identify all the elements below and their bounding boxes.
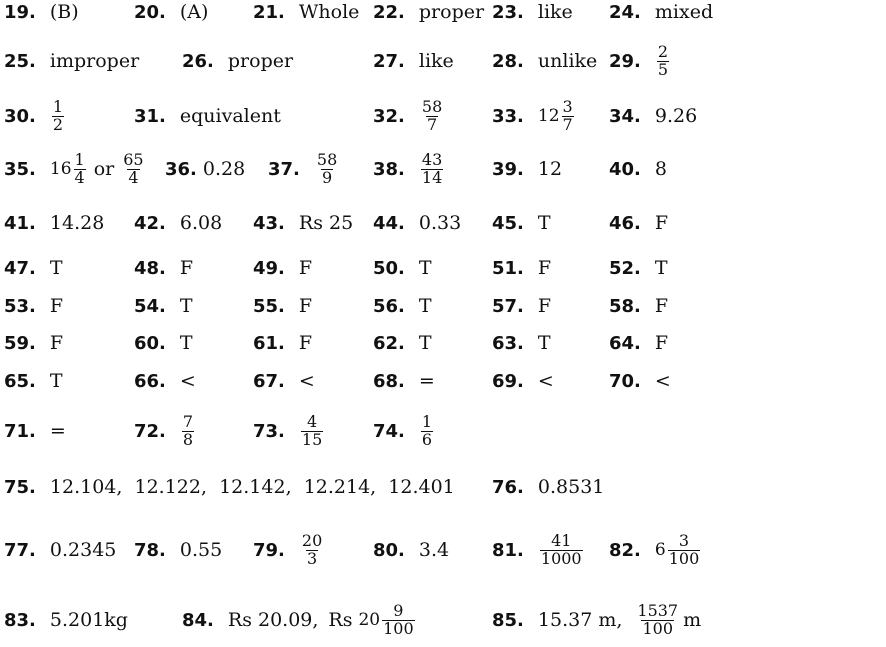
question-number: 69.	[492, 370, 524, 392]
question-number: 67.	[253, 370, 285, 392]
answer-text: T	[654, 257, 668, 279]
fraction	[540, 530, 583, 568]
denominator: 4	[128, 167, 139, 187]
answer-text: 0.2345	[49, 539, 117, 561]
question-number: 33.	[492, 105, 524, 127]
question-number: 35.	[4, 158, 36, 180]
numerator: 4	[306, 411, 318, 431]
answer-text: F	[654, 212, 669, 234]
unit-label: m	[683, 609, 702, 631]
numerator: 20	[301, 530, 323, 550]
question-number: 50.	[373, 257, 405, 279]
answer-text: F	[298, 332, 313, 354]
answer-text: like	[537, 1, 573, 23]
question-number: 53.	[4, 295, 36, 317]
mixed-number	[654, 530, 702, 568]
question-number: 34.	[609, 105, 641, 127]
denominator: 6	[421, 429, 433, 449]
answer-text: T	[418, 295, 432, 317]
question-number: 81.	[492, 539, 524, 561]
whole-part: 6	[654, 540, 666, 560]
denominator: 5	[657, 59, 669, 79]
question-number: 79.	[253, 539, 285, 561]
answer-text: F	[654, 295, 669, 317]
answer-text: T	[418, 332, 432, 354]
mixed-number	[537, 96, 576, 134]
or-text: or	[93, 158, 115, 180]
numerator: 3	[562, 96, 573, 116]
answer-text: 9.26	[654, 105, 698, 127]
denominator: 2	[52, 114, 64, 134]
question-number: 72.	[134, 420, 166, 442]
question-number: 41.	[4, 212, 36, 234]
answer-text: F	[298, 257, 313, 279]
question-number: 42.	[134, 212, 166, 234]
question-number: 59.	[4, 332, 36, 354]
answer-text: Whole	[298, 1, 360, 23]
question-number: 80.	[373, 539, 405, 561]
question-number: 48.	[134, 257, 166, 279]
answer-text: 15.37 m,	[537, 609, 623, 631]
answer-text: F	[537, 257, 552, 279]
numerator: 2	[657, 41, 669, 61]
question-number: 65.	[4, 370, 36, 392]
question-number: 20.	[134, 1, 166, 23]
question-number: 44.	[373, 212, 405, 234]
question-number: 57.	[492, 295, 524, 317]
fraction	[316, 149, 338, 187]
numerator: 43	[421, 149, 443, 169]
answer-text: <	[537, 370, 554, 392]
question-number: 58.	[609, 295, 641, 317]
denominator: 1000	[540, 548, 582, 568]
answer-text: =	[418, 370, 435, 392]
question-number: 52.	[609, 257, 641, 279]
question-number: 54.	[134, 295, 166, 317]
numerator: 1	[421, 411, 433, 431]
question-number: 64.	[609, 332, 641, 354]
fraction-alt	[122, 149, 144, 187]
fraction	[182, 411, 194, 449]
question-number: 76.	[492, 476, 524, 498]
question-number: 75.	[4, 476, 36, 498]
numerator: 1	[74, 149, 85, 169]
answer-text: F	[298, 295, 313, 317]
answer-text: proper	[418, 1, 485, 23]
question-number: 74.	[373, 420, 405, 442]
question-number: 85.	[492, 609, 524, 631]
question-number: 38.	[373, 158, 405, 180]
question-number: 32.	[373, 105, 405, 127]
question-number: 43.	[253, 212, 285, 234]
numerator: 3	[678, 530, 690, 550]
question-number: 73.	[253, 420, 285, 442]
question-number: 78.	[134, 539, 166, 561]
answer-text: T	[49, 370, 63, 392]
question-number: 28.	[492, 50, 524, 72]
numerator: 1	[52, 96, 64, 116]
question-number: 62.	[373, 332, 405, 354]
denominator: 100	[642, 618, 674, 638]
answer-text: T	[537, 212, 551, 234]
answer-text: T	[49, 257, 63, 279]
answer-text: F	[49, 295, 64, 317]
fraction	[421, 411, 433, 449]
question-number: 27.	[373, 50, 405, 72]
numerator: 58	[316, 149, 338, 169]
whole-part: 12	[537, 106, 560, 126]
answer-text: Rs 25	[298, 212, 354, 234]
question-number: 49.	[253, 257, 285, 279]
answer-text: Rs 20.09,	[227, 609, 319, 631]
fraction	[421, 96, 443, 134]
rupee-label: Rs	[328, 609, 353, 631]
fraction	[382, 600, 415, 638]
fraction	[301, 411, 323, 449]
question-number: 82.	[609, 539, 641, 561]
fraction	[52, 96, 64, 134]
mixed-number	[358, 600, 416, 638]
answer-text: F	[654, 332, 669, 354]
mixed-number	[49, 149, 88, 187]
answer-text: like	[418, 50, 454, 72]
question-number: 37.	[268, 158, 300, 180]
answer-text: (A)	[179, 1, 209, 23]
question-number: 31.	[134, 105, 166, 127]
question-number: 36.	[165, 158, 197, 180]
question-number: 30.	[4, 105, 36, 127]
answer-text: T	[179, 332, 193, 354]
question-number: 56.	[373, 295, 405, 317]
answer-text: T	[179, 295, 193, 317]
question-number: 26.	[182, 50, 214, 72]
numerator: 9	[393, 600, 404, 620]
denominator: 100	[668, 548, 700, 568]
question-number: 70.	[609, 370, 641, 392]
question-number: 83.	[4, 609, 36, 631]
denominator: 7	[562, 114, 573, 134]
question-number: 71.	[4, 420, 36, 442]
question-number: 45.	[492, 212, 524, 234]
answer-text: =	[49, 420, 66, 442]
answer-text: 0.55	[179, 539, 223, 561]
question-number: 24.	[609, 1, 641, 23]
answer-text: mixed	[654, 1, 714, 23]
fraction	[74, 149, 86, 187]
numerator: 7	[182, 411, 194, 431]
denominator: 3	[306, 548, 318, 568]
answer-text: 5.201kg	[49, 609, 128, 631]
question-number: 60.	[134, 332, 166, 354]
answer-text: 0.8531	[537, 476, 605, 498]
numerator: 65	[123, 149, 144, 169]
answer-text: <	[298, 370, 315, 392]
answer-text: T	[418, 257, 432, 279]
question-number: 23.	[492, 1, 524, 23]
question-number: 29.	[609, 50, 641, 72]
answer-text: proper	[227, 50, 294, 72]
denominator: 4	[74, 167, 85, 187]
question-number: 22.	[373, 1, 405, 23]
fraction	[657, 41, 669, 79]
answer-text: 3.4	[418, 539, 450, 561]
fraction	[668, 530, 701, 568]
question-number: 51.	[492, 257, 524, 279]
question-number: 39.	[492, 158, 524, 180]
answer-text: improper	[49, 50, 140, 72]
answer-text: unlike	[537, 50, 598, 72]
denominator: 9	[321, 167, 333, 187]
question-number: 68.	[373, 370, 405, 392]
whole-part: 20	[358, 610, 381, 630]
question-number: 63.	[492, 332, 524, 354]
denominator: 100	[383, 618, 414, 638]
denominator: 8	[182, 429, 194, 449]
question-number: 66.	[134, 370, 166, 392]
question-number: 19.	[4, 1, 36, 23]
numerator: 41	[551, 530, 572, 550]
answer-text: <	[179, 370, 196, 392]
whole-part: 16	[49, 159, 72, 179]
numerator: 58	[421, 96, 443, 116]
question-number: 25.	[4, 50, 36, 72]
answer-text: 12.104, 12.122, 12.142, 12.214, 12.401	[49, 476, 455, 498]
answer-text: 6.08	[179, 212, 223, 234]
question-number: 40.	[609, 158, 641, 180]
answer-text: T	[537, 332, 551, 354]
fraction	[562, 96, 574, 134]
answer-text: F	[49, 332, 64, 354]
answer-text: 14.28	[49, 212, 105, 234]
question-number: 84.	[182, 609, 214, 631]
answer-text: F	[179, 257, 194, 279]
denominator: 15	[301, 429, 323, 449]
question-number: 77.	[4, 539, 36, 561]
answer-text: 12	[537, 158, 563, 180]
denominator: 7	[426, 114, 438, 134]
answer-text: 0.28	[202, 158, 246, 180]
question-number: 55.	[253, 295, 285, 317]
question-number: 21.	[253, 1, 285, 23]
answer-text: equivalent	[179, 105, 281, 127]
answer-text: 0.33	[418, 212, 462, 234]
fraction	[636, 600, 679, 638]
question-number: 61.	[253, 332, 285, 354]
numerator: 1537	[637, 600, 679, 620]
fraction	[301, 530, 323, 568]
answer-text: F	[537, 295, 552, 317]
fraction	[421, 149, 443, 187]
question-number: 46.	[609, 212, 641, 234]
answer-text: 8	[654, 158, 667, 180]
question-number: 47.	[4, 257, 36, 279]
answer-text: (B)	[49, 1, 79, 23]
denominator: 14	[421, 167, 443, 187]
answer-text: <	[654, 370, 671, 392]
